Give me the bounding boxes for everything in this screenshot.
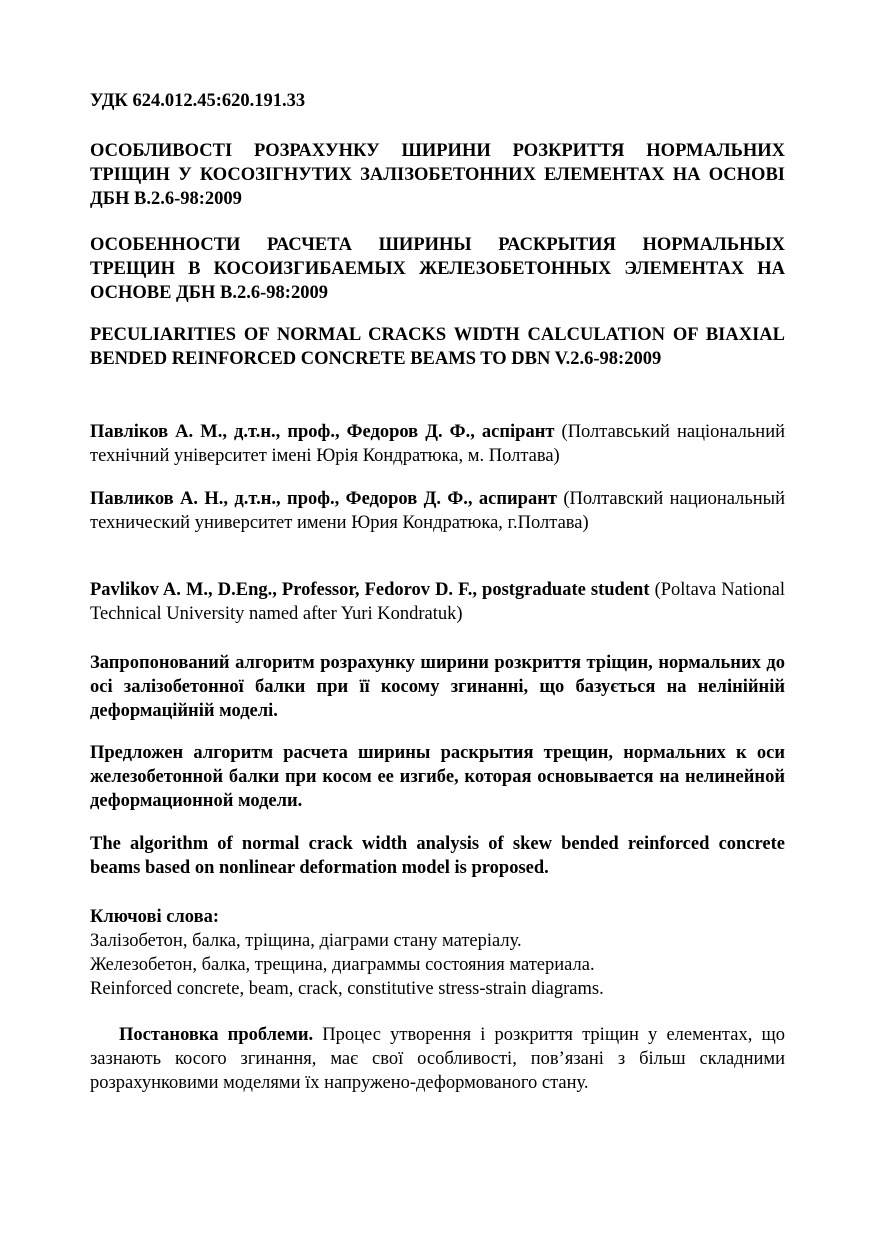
- author-names: Павликов А. Н., д.т.н., проф., Федоров Д. Ф., аспирант: [90, 489, 557, 509]
- keywords-section: [90, 905, 785, 1001]
- intro-text: Процес утворення і розкриття тріщин у елементах, що зазнають косого згинання, має свої особливості, пов’язані з більш складними розрахунковими моделями їх напружено-деформованого стану.: [90, 1025, 785, 1093]
- title-russian: ОСОБЕННОСТИ РАСЧЕТА ШИРИНЫ РАСКРЫТИЯ НОРМАЛЬНЫХ ТРЕЩИН В КОСОИЗГИБАЕМЫХ ЖЕЛЕЗОБЕТОННЫХ ЭЛЕМЕНТАХ НА ОСНОВЕ ДБН В.2.6-98:2009: [90, 235, 785, 303]
- intro-paragraph: [90, 1023, 785, 1095]
- abstract-english: The algorithm of normal crack width analysis of skew bended reinforced concrete beams based on nonlinear deformation model is proposed.: [90, 834, 785, 878]
- udc-code: УДК 624.012.45:620.191.33: [90, 91, 306, 111]
- intro-heading: Постановка проблеми.: [119, 1025, 314, 1045]
- author-affiliation: (Полтавський національний технічний університет імені Юрія Кондратюка, м. Полтава): [90, 422, 785, 466]
- abstract-russian: Предложен алгоритм расчета ширины раскрытия трещин, нормальних к оси железобетонной балки при косом ее изгибе, которая основывается на нелинейной деформационной модели.: [90, 743, 785, 811]
- keywords-heading: Ключові слова:: [90, 907, 219, 927]
- author-affiliation: (Poltava National Technical University named after Yuri Kondratuk): [90, 580, 786, 624]
- keywords-russian: Железобетон, балка, трещина, диаграммы состояния материала.: [90, 955, 595, 975]
- keywords-ukrainian: Залізобетон, балка, тріщина, діаграми стану матеріалу.: [90, 931, 522, 951]
- author-names: Павліков А. М., д.т.н., проф., Федоров Д. Ф., аспірант: [90, 422, 555, 442]
- authors-russian: [90, 487, 785, 535]
- keywords-english: Reinforced concrete, beam, crack, constitutive stress-strain diagrams.: [90, 979, 604, 999]
- authors-ukrainian: [90, 420, 785, 468]
- title-english: PECULIARITIES OF NORMAL CRACKS WIDTH CALCULATION OF BIAXIAL BENDED REINFORCED CONCRETE BEAMS TO DBN V.2.6-98:2009: [90, 325, 785, 369]
- title-ukrainian: ОСОБЛИВОСТІ РОЗРАХУНКУ ШИРИНИ РОЗКРИТТЯ НОРМАЛЬНИХ ТРІЩИН У КОСОЗІГНУТИХ ЗАЛІЗОБЕТОННИХ ЕЛЕМЕНТАХ НА ОСНОВІ ДБН В.2.6-98:2009: [90, 141, 785, 209]
- authors-english: [90, 578, 785, 626]
- author-affiliation: (Полтавский национальный технический университет имени Юрия Кондратюка, г.Полтава): [90, 489, 785, 533]
- abstract-ukrainian: Запропонований алгоритм розрахунку ширини розкриття тріщин, нормальних до осі залізобетонної балки при її косому згинанні, що базується на нелінійній деформаційній моделі.: [90, 653, 785, 721]
- author-names: Pavlikov A. M., D.Eng., Professor, Fedorov D. F., postgraduate student: [90, 580, 650, 600]
